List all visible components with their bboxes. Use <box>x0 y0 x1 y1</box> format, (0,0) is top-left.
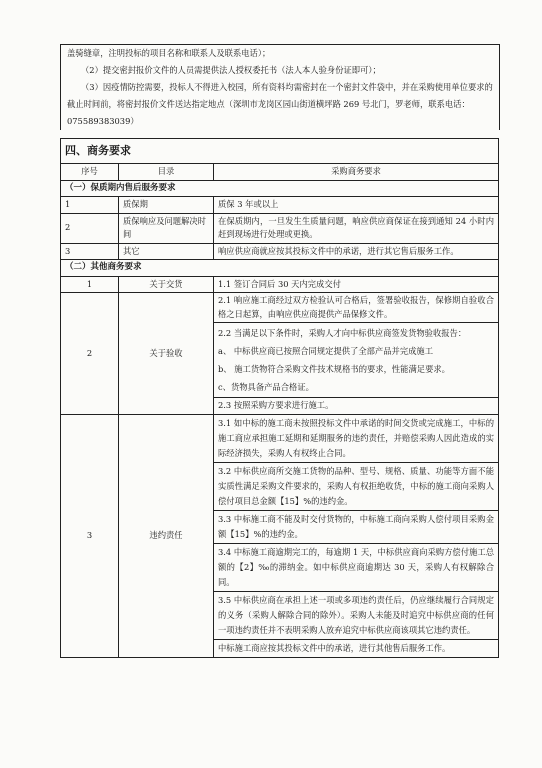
liability-3-3: 3.3 中标施工商不能及时交付货物的，中标施工商向采购人偿付项目采购金额【15】%的违约金。 <box>214 510 499 543</box>
table-row <box>61 213 499 243</box>
row-no: 1 <box>61 276 119 293</box>
row-item: 质保期 <box>119 197 214 214</box>
group2-title: （二）其他商务要求 <box>61 260 499 277</box>
table-row <box>61 293 499 323</box>
liability-3-1: 3.1 如中标的施工商未按照投标文件中承诺的时间交货或完成施工，中标的施工商应承担施工延期和延期服务的违约责任，并赔偿采购人因此造成的实际经济损失，采购人有权终止合同。 <box>214 414 499 462</box>
header-item: 目录 <box>119 164 214 181</box>
group1-title: （一）保质期内售后服务要求 <box>61 180 499 197</box>
table-row <box>61 414 499 462</box>
row-req: 质保 3 年或以上 <box>214 197 499 214</box>
liability-3-6: 中标施工商应按其投标文件中的承诺，进行其他售后服务工作。 <box>214 639 499 657</box>
header-req: 采购商务要求 <box>214 164 499 181</box>
row-item: 违约责任 <box>119 414 214 657</box>
row-no: 2 <box>61 213 119 243</box>
intro-line-1: 盖骑缝章，注明投标的项目名称和联系人及联系电话）； <box>67 48 271 58</box>
row-item: 质保响应及问题解决时间 <box>119 213 214 243</box>
row-req: 1.1 签订合同后 30 天内完成交付 <box>214 276 499 293</box>
row-item: 其它 <box>119 243 214 260</box>
intro-line-3: （3）因疫情防控需要，投标人不得进入校园，所有资料均需密封在一个密封文件袋中，并在采购使用单位要求的截止时间前，将密封报价文件送达指定地点（深圳市龙岗区园山街道横坪路 269 号北门，罗老师，联系电话：075589383039） <box>67 82 493 126</box>
row-req: 响应供应商就应按其投标文件中的承诺，进行其它售后服务工作。 <box>214 243 499 260</box>
row-no: 2 <box>61 293 119 415</box>
header-no: 序号 <box>61 164 119 181</box>
liability-3-2: 3.2 中标供应商所交施工货物的品种、型号、规格、质量、功能等方面不能实质性满足采购文件要求的，采购人有权拒绝收货，中标的施工商向采购人偿付项目总金额【15】%的违约金。 <box>214 462 499 510</box>
acceptance-2-2-b: b、 施工货物符合采购文件技术规格书的要求，性能满足要求。 <box>218 364 450 374</box>
row-item: 关于验收 <box>119 293 214 415</box>
intro-block <box>60 44 500 130</box>
acceptance-2-1: 2.1 响应施工商经过双方检验认可合格后，签署验收报告，保修期自验收合格之日起算，由响应供应商提供产品保修文件。 <box>214 293 499 323</box>
acceptance-2-2-c: c、货物具备产品合格证。 <box>218 382 314 392</box>
row-no: 3 <box>61 414 119 657</box>
table-row <box>61 276 499 293</box>
liability-3-4: 3.4 中标施工商逾期完工的，每逾期 1 天，中标供应商向采购方偿付施工总额的【2】‰的滞纳金。如中标供应商逾期达 30 天，采购人有权解除合同。 <box>214 543 499 591</box>
acceptance-2-3: 2.3 按照采购方要求进行施工。 <box>214 398 499 415</box>
acceptance-2-2 <box>214 323 499 398</box>
liability-3-5: 3.5 中标供应商在承担上述一项或多项违约责任后，仍应继续履行合同规定的义务（采购人解除合同的除外）。采购人未能及时追究中标供应商的任何一项违约责任并不表明采购人放弃追究中标供应商该项其它违约责任。 <box>214 591 499 639</box>
row-item: 关于交货 <box>119 276 214 293</box>
table-row <box>61 243 499 260</box>
table-row <box>61 197 499 214</box>
row-no: 1 <box>61 197 119 214</box>
section-title: 四、商务要求 <box>61 139 499 164</box>
row-req: 在保质期内，一旦发生生质量问题，响应供应商保证在接到通知 24 小时内赶到现场进行处理或更换。 <box>214 213 499 243</box>
business-requirements-table <box>60 138 499 658</box>
row-no: 3 <box>61 243 119 260</box>
intro-line-2: （2）提交密封报价文件的人员需提供法人授权委托书（法人本人验身份证即可）； <box>81 65 381 75</box>
acceptance-2-2-intro: 2.2 当满足以下条件时，采购人才向中标供应商签发货物验收报告： <box>218 328 467 338</box>
acceptance-2-2-a: a、 中标供应商已按照合同规定提供了全部产品并完成施工 <box>218 346 434 356</box>
